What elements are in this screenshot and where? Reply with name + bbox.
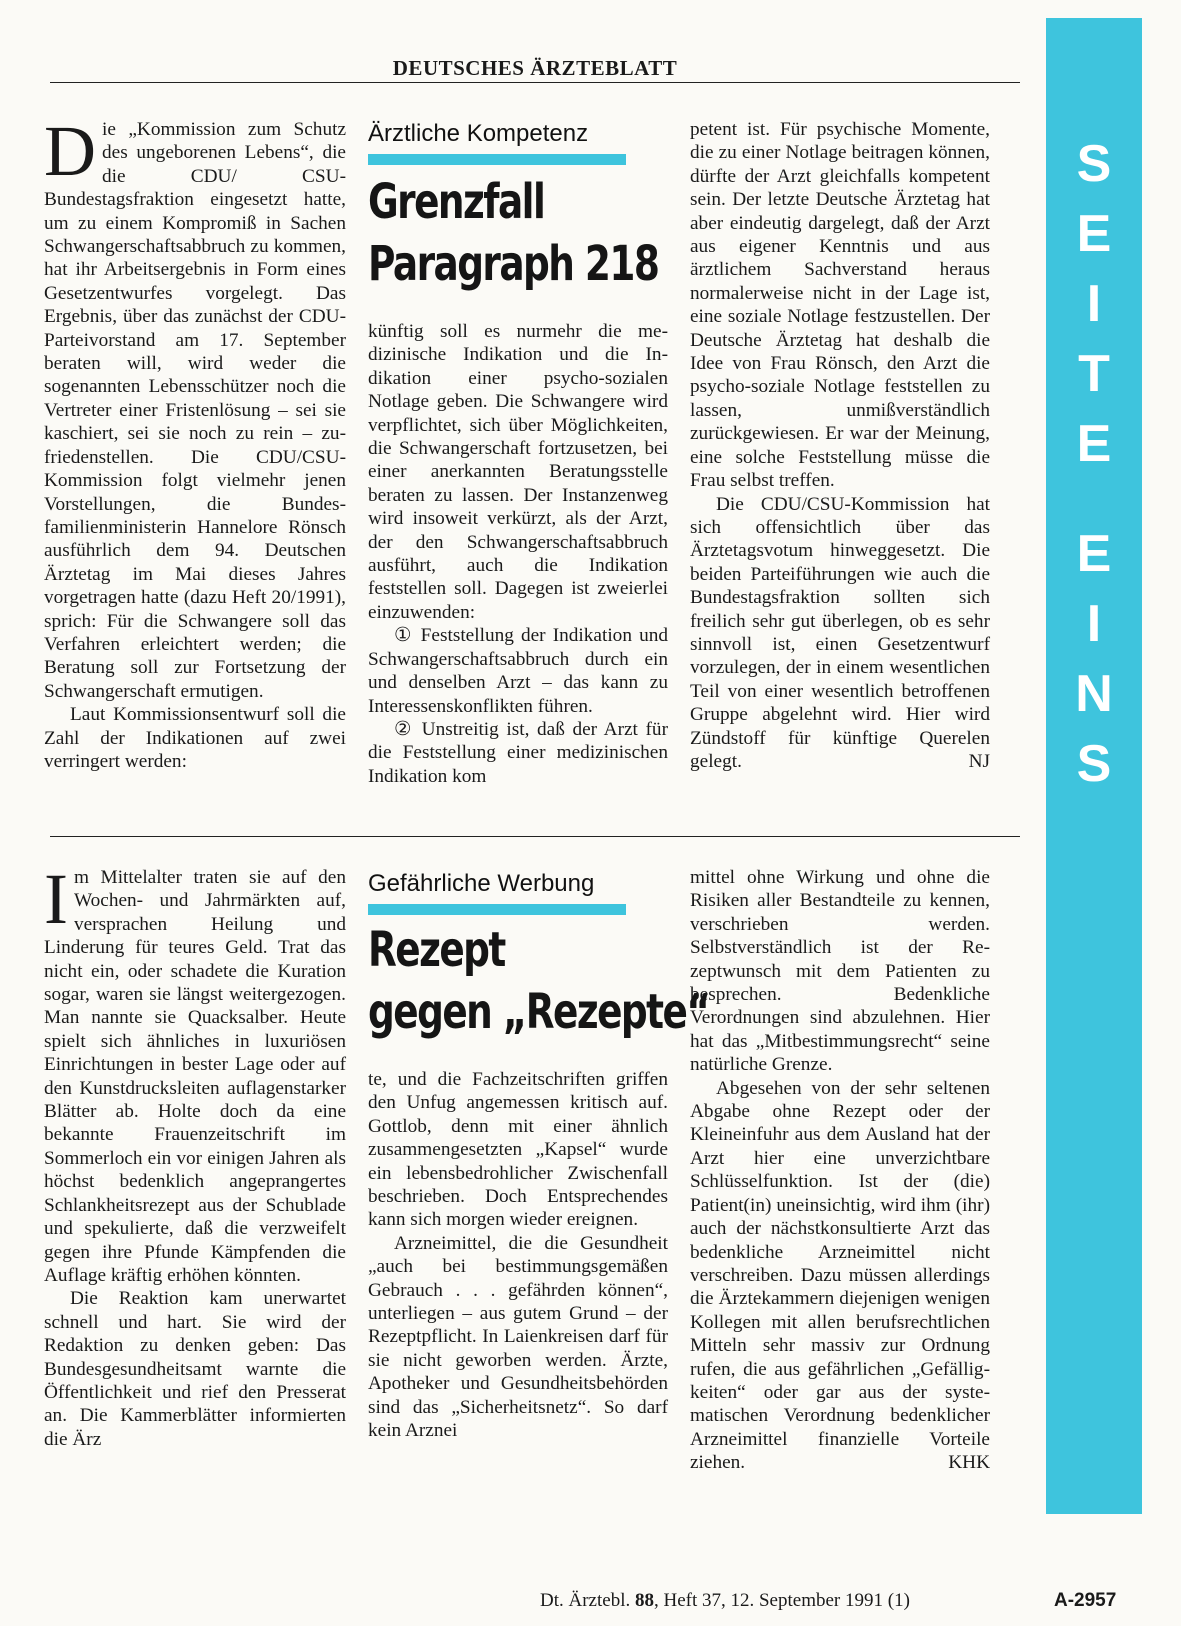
- section-sidebar: [1046, 18, 1142, 1514]
- sidebar-letter: E: [1076, 205, 1112, 263]
- sidebar-letter: T: [1078, 345, 1110, 403]
- paragraph: [690, 493, 990, 774]
- paragraph: Die Reaktion kam unerwartet schnell und hart. Sie wird der Redaktion zu denken geben: Das Bundesgesundheitsamt warnte die Öffentlichkeit und rief den Presserat an. Die Kammerblätter informierten die Ärz: [44, 1288, 346, 1450]
- citation-volume: 88: [634, 1590, 654, 1611]
- journal-citation: [540, 1590, 910, 1612]
- article1-column2: [368, 320, 668, 788]
- paragraph: petent ist. Für psychische Momente, die zu einer Notlage beitragen können, dürfte der Arzt gleichfalls kompetent sein. Der letzte Deutsche Ärztetag hat aber eindeutig dargelegt, daß der Arzt aus eigener Kenntnis und aus ärztlichem Sachverstand heraus normalerweise nicht in der Lage ist, eine soziale Notlage festzustellen. Der Deutsche Ärztetag hat deshalb die Idee von Frau Rönsch, den Arzt die psycho-soziale Notlage feststellen zu lassen, unmißverständlich zurückgewiesen. Er war der Meinung, eine solche Feststellung müsse die Frau selbst treffen.: [690, 119, 990, 492]
- article2-column2: [368, 1068, 668, 1443]
- sidebar-letter: S: [1076, 135, 1112, 193]
- sidebar-letter: I: [1086, 275, 1102, 333]
- article1-column3: [690, 118, 990, 773]
- paragraph: [690, 1077, 990, 1475]
- paragraph: Arzneimittel, die die Gesundheit „auch bei bestimmungsgemäßen Gebrauch . . . gefährden können“, unterliegen – aus gutem Grund – der Rezeptpflicht. In Laienkreisen darf für sie nicht geworben werden. Ärzte, Apotheker und Gesundheitsbehörden sind das „Sicherheitsnetz“. So darf kein Arznei: [368, 1232, 668, 1442]
- sidebar-letter: E: [1076, 415, 1112, 473]
- citation-details: , Heft 37, 12. September 1991 (1): [653, 1590, 910, 1611]
- paragraph: mittel ohne Wirkung und ohne die Risiken aller Bestandteile zu kennen, verschrieben werden. Selbstverständlich ist der Rezeptwunsch mit dem Patienten zu besprechen. Bedenkliche Verordnungen sind abzulehnen. Hier hat das „Mitbestimmungsrecht“ seine natürliche Grenze.: [690, 867, 990, 1076]
- article2-column3: [690, 866, 990, 1475]
- author-signature: KHK: [948, 1452, 990, 1474]
- article1-column1: [44, 111, 346, 773]
- article2-headline-line2: gegen „Rezepte“: [368, 984, 710, 1040]
- paragraph-text: Die CDU/CSU-Kommission hat sich offensichtlich über das Ärztetagsvotum hinweggesetzt. Die beiden Parteiführungen wie auch die Bundestagsfraktion sollten sich freilich sehr gut überlegen, ob es sehr sinnvoll ist, einen Gesetzentwurf vorzulegen, der in einem wesentlichen Teil von einer wesentlich betroffenen Gruppe abgelehnt wird. Hier wird Zündstoff für künftige Querelen gelegt.: [690, 493, 990, 772]
- kicker-bar: [368, 154, 626, 165]
- paragraph: m Mittelalter traten sie auf den Wochen- und Jahrmärkten auf, versprachen Heilung und Linderung für teures Geld. Trat das nicht ein, oder schadete die Kuration sogar, waren sie längst weitergezogen. Man nannte sie Quacksalber. Heute spielt sich ähnliches in luxuriösen Einrichtungen in bester Lage oder auf den Kunstdrucksleiten auflagenstarker Blätter ab. Holte doch da eine bekannte Frauenzeitschrift im Sommerloch ein vor einigen Jahren als höchst bedenklich angeprangertes Schlankheitsrezept aus der Schublade und spekulierte, daß die verzweifelt gegen ihre Pfunde Kämpfenden die Auflage kräftig erhöhen könnten.: [44, 867, 346, 1286]
- paragraph-text: Abgesehen von der sehr seltenen Abgabe ohne Rezept oder der Kleineinfuhr aus dem Ausland hat der Arzt hier eine unverzichtbare Schlüsselfunktion. Ist der (die) Patient(in) uneinsichtig, wird ihm (ihr) auch der nächstkonsultierte Arzt das bedenkliche Arzneimittel nicht verschreiben. Dazu müssen allerdings die Ärztekammern diejenigen wenigen Kollegen mit allen berufsrechtlichen Mitteln sehr massiv zur Ordnung rufen, die aus gefährlichen „Gefälligkeiten“ oder gar aus der systematischen Verordnung bedenklicher Arzneimittel finanzielle Vorteile ziehen.: [690, 1077, 990, 1474]
- paragraph: te, und die Fachzeitschriften griffen den Unfug angemessen kritisch auf. Gottlob, denn mit einer ähnlich zusammengesetzten „Kapsel“ wurde ein lebensbedrohlicher Zwischenfall beschrieben. Doch Entsprechendes kann sich morgen wieder ereignen.: [368, 1069, 668, 1231]
- sidebar-letter: I: [1086, 595, 1102, 653]
- article1-headline-line2: Paragraph 218: [368, 236, 659, 292]
- author-signature: NJ: [968, 750, 990, 772]
- article1-kicker: Ärztliche Kompetenz: [368, 120, 589, 147]
- article2-kicker: Gefährliche Werbung: [368, 870, 595, 897]
- sidebar-letter: N: [1075, 665, 1113, 723]
- paragraph: ② Unstreitig ist, daß der Arzt für die Feststellung einer medizinischen Indikation kom: [368, 718, 668, 787]
- kicker-bar: [368, 904, 626, 915]
- article2-headline-line1: Rezept: [368, 922, 505, 978]
- paragraph: ① Feststellung der Indikation und Schwangerschaftsabbruch durch ein und denselben Arzt – das kann zu Interessenskonflikten führen.: [368, 625, 668, 717]
- paragraph: künftig soll es nurmehr die medizinische Indikation und die Indikation einer psycho-sozialen Notlage geben. Die Schwangere wird verpflichtet, sich über Möglichkeiten, die Schwangerschaft fortzusetzen, bei einer anerkannten Beratungsstelle beraten zu lassen. Der Instanzenweg wird insoweit verkürzt, als der Arzt, der den Schwangerschaftsabbruch ausführt, auch die Indikation feststellen soll. Dagegen ist zweierlei einzuwenden:: [368, 321, 668, 623]
- article1-headline-line1: Grenzfall: [368, 174, 545, 230]
- paragraph: ie „Kommission zum Schutz des ungeborenen Lebens“, die die CDU/ CSU-Bundestagsfraktion eingesetzt hatte, um zu einem Kompromiß in Sachen Schwangerschaftsabbruch zu kommen, hat ihr Arbeitsergebnis in Form eines Gesetzentwurfes vorgelegt. Das Ergebnis, über das zunächst der CDU-Parteivorstand am 17. September beraten will, wird weder die sogenannten Lebensschützer noch die Vertreter einer Fristenlösung – sei sie kaschiert, sei sie noch zu rein – zufriedenstellen. Die CDU/CSU-Kommission folgt vielmehr jenen Vorstellungen, die Bundesfamilienministerin Hannelore Rönsch ausführlich dem 94. Deutschen Ärztetag im Mai dieses Jahres vorgetragen hatte (dazu Heft 20/1991), sprich: Für die Schwangere soll das Verfahren erleichtert werden; die Beratung soll zur Fortsetzung der Schwangerschaft ermutigen.: [44, 119, 346, 702]
- masthead-rule: [50, 82, 1020, 83]
- masthead: DEUTSCHES ÄRZTEBLATT: [392, 56, 678, 80]
- citation-prefix: Dt. Ärztebl.: [540, 1590, 635, 1611]
- section-divider: [50, 836, 1020, 837]
- dropcap: D: [44, 111, 96, 191]
- page-number: A-2957: [1054, 1590, 1117, 1611]
- sidebar-letter: S: [1076, 735, 1112, 793]
- sidebar-letter: E: [1076, 525, 1112, 583]
- dropcap: I: [44, 859, 68, 939]
- paragraph: Laut Kommissionsentwurf soll die Zahl der Indikationen auf zwei verringert werden:: [44, 704, 346, 772]
- article2-column1: [44, 859, 346, 1451]
